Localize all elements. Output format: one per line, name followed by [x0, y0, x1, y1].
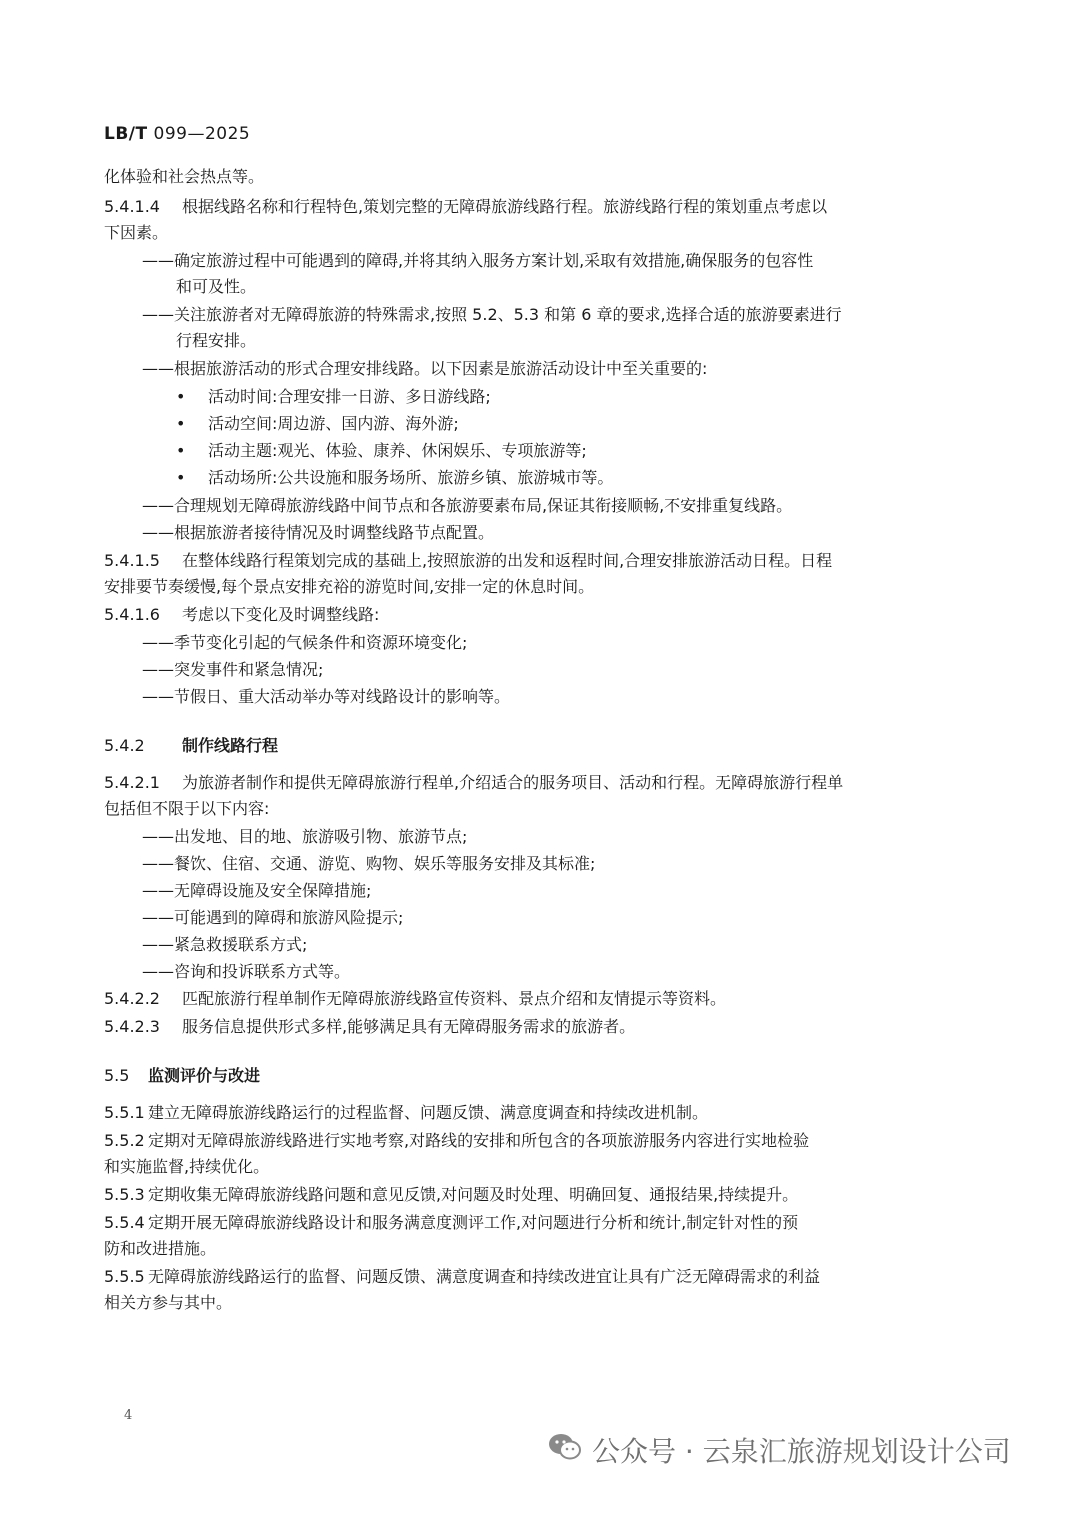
bullet-item: • 活动场所:公共设施和服务场所、旅游乡镇、旅游城市等。	[176, 468, 614, 487]
dash-item: ——可能遇到的障碍和旅游风险提示;	[142, 908, 404, 927]
dash-item: ——咨询和投诉联系方式等。	[142, 962, 351, 981]
bullet-item: • 活动时间:合理安排一日游、多日游线路;	[176, 387, 491, 406]
dash-item: ——餐饮、住宿、交通、游览、购物、娱乐等服务安排及其标准;	[142, 854, 596, 873]
clause-5-4-2-1: 5.4.2.1 为旅游者制作和提供无障碍旅游行程单,介绍适合的服务项目、活动和行程。无障碍旅游行程单	[104, 773, 844, 792]
clause-5-4-1-6: 5.4.1.6 考虑以下变化及时调整线路:	[104, 605, 380, 624]
clause-5-4-1-5: 5.4.1.5 在整体线路行程策划完成的基础上,按照旅游的出发和返程时间,合理安排旅游活动日程。日程	[104, 551, 833, 570]
clause-5-4-2-2: 5.4.2.2 匹配旅游行程单制作无障碍旅游线路宣传资料、景点介绍和友情提示等资料。	[104, 989, 727, 1008]
dash-item: ——节假日、重大活动举办等对线路设计的影响等。	[142, 687, 511, 706]
clause-5-4-2-3: 5.4.2.3 服务信息提供形式多样,能够满足具有无障碍服务需求的旅游者。	[104, 1017, 636, 1036]
text-line: 化体验和社会热点等。	[104, 167, 265, 186]
wechat-icon	[548, 1432, 592, 1469]
document-code: LB/T 099—2025	[104, 124, 251, 144]
dash-item: ——确定旅游过程中可能遇到的障碍,并将其纳入服务方案计划,采取有效措施,确保服务的包容性	[142, 251, 814, 270]
section-heading-5-4-2: 5.4.2 制作线路行程	[104, 736, 279, 755]
text-line: 包括但不限于以下内容:	[104, 799, 270, 818]
dash-item: ——根据旅游活动的形式合理安排线路。以下因素是旅游活动设计中至关重要的:	[142, 359, 708, 378]
clause-5-5-4: 5.5.4 定期开展无障碍旅游线路设计和服务满意度测评工作,对问题进行分析和统计,制定针对性的预	[104, 1213, 799, 1232]
text-line: 安排要节奏缓慢,每个景点安排充裕的游览时间,安排一定的休息时间。	[104, 577, 595, 596]
text-line: 防和改进措施。	[104, 1239, 217, 1258]
text-line: 和实施监督,持续优化。	[104, 1157, 270, 1176]
dash-item: ——突发事件和紧急情况;	[142, 660, 324, 679]
bullet-item: • 活动主题:观光、体验、康养、休闲娱乐、专项旅游等;	[176, 441, 587, 460]
dash-item: ——季节变化引起的气候条件和资源环境变化;	[142, 633, 468, 652]
clause-5-4-1-4: 5.4.1.4 根据线路名称和行程特色,策划完整的无障碍旅游线路行程。旅游线路行程的策划重点考虑以	[104, 197, 828, 216]
dash-item: ——紧急救援联系方式;	[142, 935, 308, 954]
text-line: 行程安排。	[176, 331, 257, 350]
dash-item: ——合理规划无障碍旅游线路中间节点和各旅游要素布局,保证其衔接顺畅,不安排重复线路。	[142, 496, 793, 515]
watermark	[548, 1430, 1011, 1470]
clause-5-5-2: 5.5.2 定期对无障碍旅游线路进行实地考察,对路线的安排和所包含的各项旅游服务内容进行实地检验	[104, 1131, 810, 1150]
clause-5-5-3: 5.5.3 定期收集无障碍旅游线路问题和意见反馈,对问题及时处理、明确回复、通报结果,持续提升。	[104, 1185, 799, 1204]
dash-item: ——无障碍设施及安全保障措施;	[142, 881, 372, 900]
bullet-item: • 活动空间:周边游、国内游、海外游;	[176, 414, 459, 433]
dash-item: ——根据旅游者接待情况及时调整线路节点配置。	[142, 523, 495, 542]
clause-5-5-5: 5.5.5 无障碍旅游线路运行的监督、问题反馈、满意度调查和持续改进宜让具有广泛无障碍需求的利益	[104, 1267, 821, 1286]
dash-item: ——出发地、目的地、旅游吸引物、旅游节点;	[142, 827, 468, 846]
page-number: 4	[124, 1408, 133, 1423]
dash-item: ——关注旅游者对无障碍旅游的特殊需求,按照 5.2、5.3 和第 6 章的要求,选择合适的旅游要素进行	[142, 305, 842, 324]
watermark-text: 公众号 · 云泉汇旅游规划设计公司	[592, 1435, 1011, 1468]
clause-5-5-1: 5.5.1 建立无障碍旅游线路运行的过程监督、问题反馈、满意度调查和持续改进机制。	[104, 1103, 709, 1122]
text-line: 和可及性。	[176, 277, 257, 296]
text-line: 下因素。	[104, 223, 169, 242]
text-line: 相关方参与其中。	[104, 1293, 233, 1312]
section-heading-5-5: 5.5 监测评价与改进	[104, 1066, 261, 1085]
